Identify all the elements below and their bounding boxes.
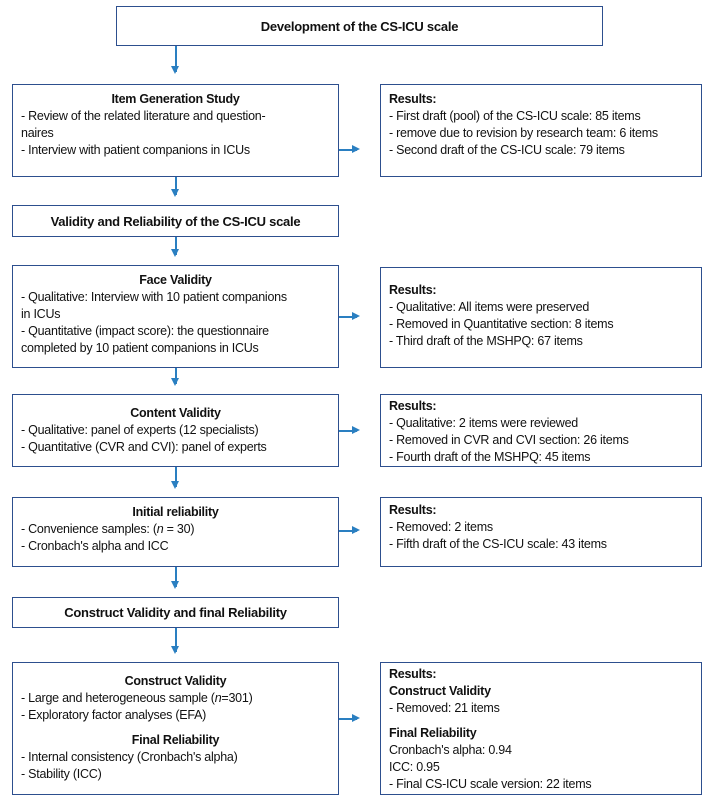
line: - Interview with patient companions in ICUs xyxy=(21,143,250,157)
variable: n xyxy=(214,691,222,705)
title: Development of the CS-ICU scale xyxy=(260,18,459,34)
construct-validity-heading: Construct Validity xyxy=(124,674,227,688)
arrow-down xyxy=(175,46,177,72)
text: = 30) xyxy=(163,522,195,536)
result-line: - Qualitative: 2 items were reviewed xyxy=(389,416,578,430)
arrow-down xyxy=(175,177,177,195)
result-line: Cronbach's alpha: 0.94 xyxy=(389,743,512,757)
line: in ICUs xyxy=(21,307,61,321)
line: completed by 10 patient companions in ICUs xyxy=(21,341,259,355)
content-validity-results-box xyxy=(380,394,702,467)
line: - Exploratory factor analyses (EFA) xyxy=(21,708,207,722)
arrow-right xyxy=(339,149,357,151)
result-line: - Removed in CVR and CVI section: 26 items xyxy=(389,433,629,447)
item-generation-results-box xyxy=(380,84,702,177)
construct-header-box xyxy=(12,597,339,628)
result-line: - Removed: 21 items xyxy=(389,701,500,715)
arrow-down xyxy=(175,237,177,255)
result-line: - remove due to revision by research team: 6 items xyxy=(389,126,658,140)
arrow-down xyxy=(175,567,177,587)
variable: n xyxy=(156,522,164,536)
content-validity-heading: Content Validity xyxy=(130,406,221,420)
line: - Review of the related literature and question- xyxy=(21,109,266,123)
face-validity-heading: Face Validity xyxy=(139,273,212,287)
results-heading: Results: xyxy=(389,667,437,681)
result-line: - Fourth draft of the MSHPQ: 45 items xyxy=(389,450,591,464)
line: - Quantitative (CVR and CVI): panel of experts xyxy=(21,440,267,454)
item-generation-box xyxy=(12,84,339,177)
results-heading: Results: xyxy=(389,503,437,517)
content-validity-box xyxy=(12,394,339,467)
result-line: ICC: 0.95 xyxy=(389,760,440,774)
construct-header: Construct Validity and final Reliability xyxy=(64,605,287,620)
item-generation-heading: Item Generation Study xyxy=(111,92,240,106)
results-construct-heading: Construct Validity xyxy=(389,684,491,698)
result-line: - Removed in Quantitative section: 8 items xyxy=(389,317,614,331)
result-line: - Qualitative: All items were preserved xyxy=(389,300,590,314)
title-box xyxy=(116,6,603,46)
line: - Stability (ICC) xyxy=(21,767,102,781)
arrow-right xyxy=(339,530,357,532)
final-reliability-heading: Final Reliability xyxy=(131,733,220,747)
final-box xyxy=(12,662,339,795)
line: - Qualitative: Interview with 10 patient companions xyxy=(21,290,287,304)
validity-header: Validity and Reliability of the CS-ICU scale xyxy=(50,213,301,229)
arrow-right xyxy=(339,718,357,720)
initial-reliability-results-box xyxy=(380,497,702,567)
face-validity-box xyxy=(12,265,339,368)
text: =301) xyxy=(221,691,253,705)
face-validity-results-box xyxy=(380,267,702,368)
line: - Quantitative (impact score): the questionnaire xyxy=(21,324,269,338)
text: - Convenience samples: ( xyxy=(21,522,157,536)
initial-reliability-heading: Initial reliability xyxy=(132,505,219,519)
arrow-right xyxy=(339,316,357,318)
results-heading: Results: xyxy=(389,283,437,297)
arrow-right xyxy=(339,430,357,432)
line: - Cronbach's alpha and ICC xyxy=(21,539,169,553)
text: - Large and heterogeneous sample ( xyxy=(21,691,215,705)
results-reliability-heading: Final Reliability xyxy=(389,726,477,740)
line: - Internal consistency (Cronbach's alpha) xyxy=(21,750,238,764)
line: - Qualitative: panel of experts (12 specialists) xyxy=(21,423,259,437)
result-line: - Fifth draft of the CS-ICU scale: 43 items xyxy=(389,537,607,551)
line xyxy=(21,521,330,538)
arrow-down xyxy=(175,467,177,487)
arrow-down xyxy=(175,628,177,652)
final-results-box xyxy=(380,662,702,795)
initial-reliability-box xyxy=(12,497,339,567)
validity-header-box xyxy=(12,205,339,237)
arrow-down xyxy=(175,368,177,384)
result-line: - Final CS-ICU scale version: 22 items xyxy=(389,777,592,791)
results-heading: Results: xyxy=(389,399,437,413)
results-heading: Results: xyxy=(389,92,437,106)
result-line: - Second draft of the CS-ICU scale: 79 items xyxy=(389,143,625,157)
line: naires xyxy=(21,126,54,140)
result-line: - Third draft of the MSHPQ: 67 items xyxy=(389,334,583,348)
result-line: - Removed: 2 items xyxy=(389,520,493,534)
line xyxy=(21,690,330,707)
result-line: - First draft (pool) of the CS-ICU scale: 85 items xyxy=(389,109,641,123)
